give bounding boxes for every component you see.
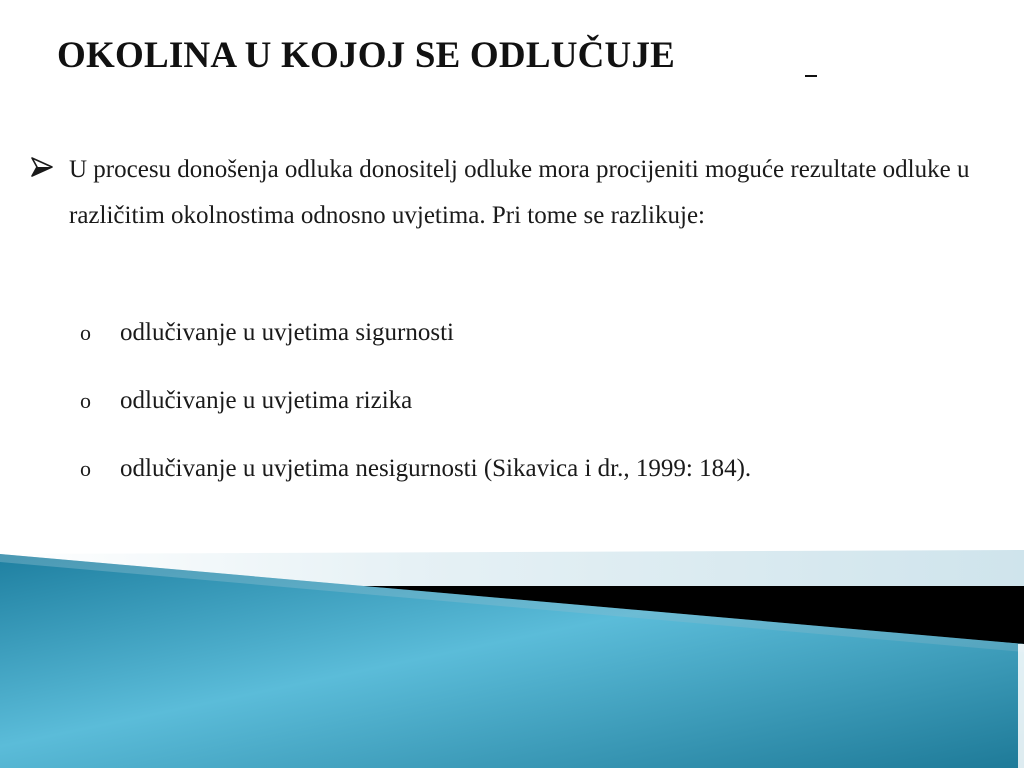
list-item <box>80 452 980 488</box>
list-item-text: odlučivanje u uvjetima rizika <box>120 387 413 414</box>
list-item-text: odlučivanje u uvjetima sigurnosti <box>120 319 454 346</box>
circle-bullet-icon: o <box>80 388 91 413</box>
arrow-bullet-icon <box>30 156 54 178</box>
list-item-text: odlučivanje u uvjetima nesigurnosti (Sikavica i dr., 1999: 184). <box>120 455 752 482</box>
list-item <box>80 384 980 420</box>
list-item <box>80 316 980 352</box>
circle-bullet-icon: o <box>80 320 91 345</box>
footer-decoration <box>0 540 1024 768</box>
slide-title: OKOLINA U KOJOJ SE ODLUČUJE <box>57 35 676 76</box>
circle-bullet-icon: o <box>80 456 91 481</box>
intro-paragraph: U procesu donošenja odluka donositelj odluke mora procijeniti moguće rezultate odluke u različitim okolnostima odnosno uvjetima. Pri tome se razlikuje: <box>69 156 970 229</box>
